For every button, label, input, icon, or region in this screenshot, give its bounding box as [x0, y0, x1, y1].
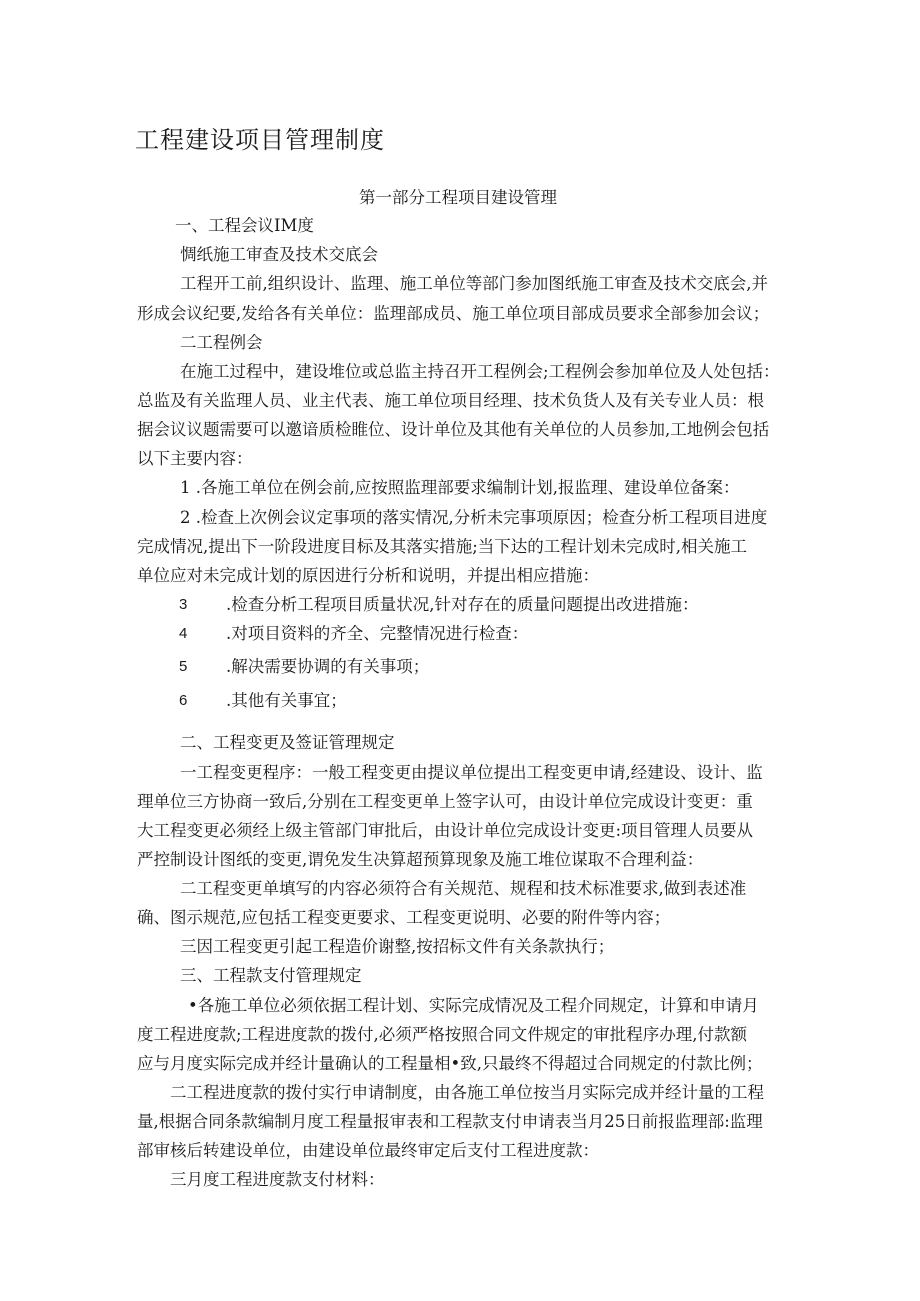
paragraph-line: 应与月度实际完成并经计量确认的工程量相•致,只最终不得超过合同规定的付款比例；: [137, 1054, 763, 1073]
paragraph-line: 形成会议纪要,发给各有关单位：监理部成员、施工单位项目部成员要求全部参加会议；: [137, 304, 770, 323]
paragraph-line: 量,根据合同条款编制月度工程量报审表和工程款支付申请表当月25日前报监理部:监理: [137, 1112, 763, 1131]
paragraph-line: 理单位三方协商一致后,分别在工程变更单上签字认可，由设计单位完成设计变更：重: [137, 792, 753, 811]
list-item-number: 6: [179, 692, 188, 709]
paragraph-line: 在施工过程中，建设堆位或总监主持召开工程例会;工程例会参加单位及人处包括：: [180, 362, 780, 381]
paragraph-line: 度工程进度款;工程进度款的拨付,必须严格按照合同文件规定的审批程序办理,付款额: [137, 1025, 748, 1044]
list-item-3: .检查分析工程项目质量状况,针对存在的质量问题提出改进措施：: [226, 595, 699, 614]
paragraph-line: 部审核后转建设单位，由建设单位最终审定后支付工程进度款：: [137, 1141, 599, 1160]
list-item-number: 3: [179, 596, 188, 613]
paragraph-line: 以下主要内容：: [137, 449, 253, 468]
section-3-heading: 三、工程款支付管理规定: [180, 966, 362, 985]
part-heading: 第一部分工程项目建设管理: [359, 188, 557, 207]
paragraph-line: 一工程变更程序：一般工程变更由提议单位提出工程变更申请,经建设、设计、监: [180, 763, 763, 782]
paragraph-line: 三月度工程进度款支付材料：: [170, 1170, 385, 1189]
paragraph-line: 总监及有关监理人员、业主代表、施工单位项目经理、技术负货人及有关专业人员：根: [137, 391, 764, 410]
paragraph-line: 二工程进度款的拨付实行申请制度，由各施工单位按当月实际完成并经计量的工程: [170, 1083, 764, 1102]
paragraph-line: 工程开工前,组织设计、监理、施工单位等部门参加图纸施工审查及技术交底会,并: [180, 274, 768, 293]
paragraph-line: 三因工程变更引起工程造价谢整,按招标文件有关条款执行；: [180, 937, 615, 956]
section-1-subheading: 惆纸施工审查及技术交底会: [180, 245, 378, 264]
paragraph-line: 严控制设计图纸的变更,谓免发生决算超预算现象及施工堆位谋取不合理利益：: [137, 850, 704, 869]
list-item-number: 5: [179, 658, 188, 675]
section-1-heading: 一、工程会议IM度: [175, 216, 314, 235]
paragraph-line: 据会议议题需要可以邀谙质检睢位、设计单位及其他有关单位的人员参加,工地例会包括: [137, 420, 770, 439]
document-title: 工程建设项目管理制度: [135, 126, 385, 154]
list-item-4: .对项目资料的齐全、完整情况进行检查：: [226, 624, 529, 643]
paragraph-line: 单位应对未完成计划的原因进行分析和说明，并提出相应措施：: [137, 566, 599, 585]
paragraph-line: •各施工单位必须依据工程计划、实际完成情况及工程介同规定，计算和申请月: [188, 996, 759, 1015]
section-2-heading: 二、工程变更及签证管理规定: [180, 733, 395, 752]
paragraph-line: 完成情况,提出下一阶段进度目标及其落实措施;当下达的工程计划未完成时,相关施工: [137, 537, 748, 556]
section-1-subheading-2: 二工程例会: [180, 333, 263, 352]
paragraph-line: 大工程变更必须经上级主管部门审批后，由设计单位完成设计变更:项目管理人员要从: [137, 821, 754, 840]
list-item-5: .解决需要协调的有关事项；: [226, 657, 430, 676]
paragraph-line: 二工程变更单填写的内容必须符合有关规范、规程和技术标准要求,做到表述准: [180, 879, 747, 898]
list-item-6: .其他有关事宜；: [226, 691, 347, 710]
list-item-2: 2 .检查上次例会议定事项的落实情况,分析未完事项原因；检查分析工程项目进度: [180, 508, 768, 527]
list-item-1: 1 .各施工单位在例会前,应按照监理部要求编制计划,报监理、建设单位备案：: [180, 478, 740, 497]
paragraph-line: 确、图示规范,应包括工程变更要求、工程变更说明、必要的附件等内容；: [137, 908, 671, 927]
list-item-number: 4: [179, 625, 188, 642]
